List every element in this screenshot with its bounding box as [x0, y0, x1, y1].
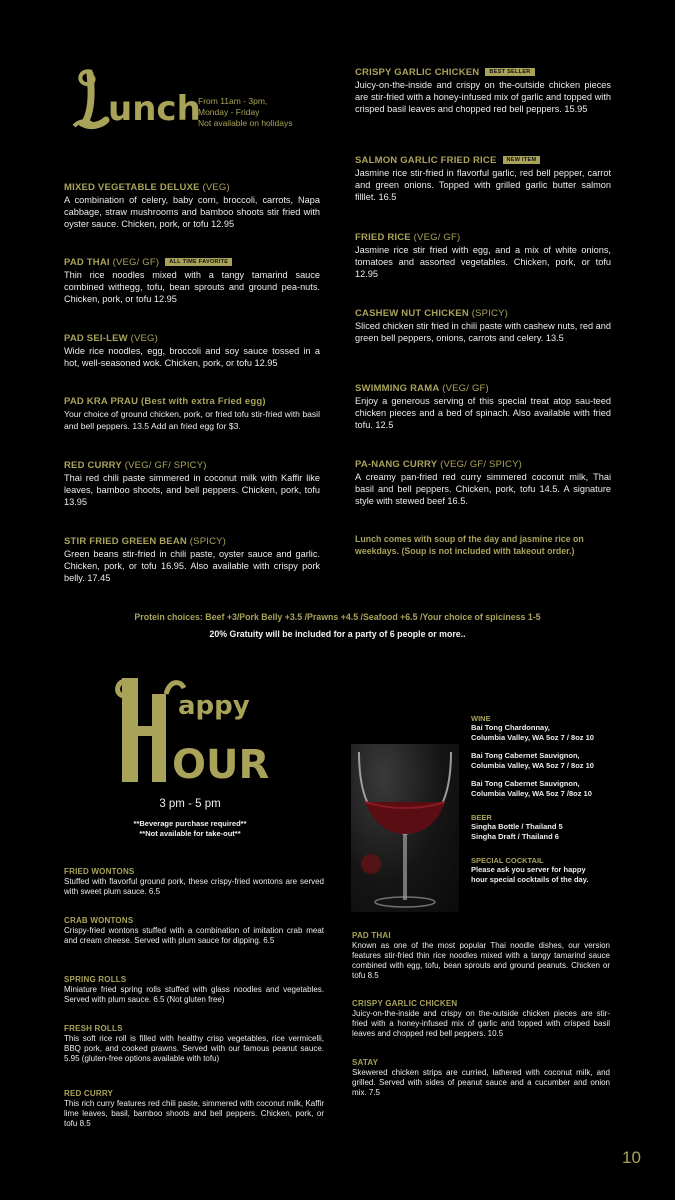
drinks-section	[471, 714, 641, 885]
beer-line: Singha Bottle / Thailand 5	[471, 822, 563, 831]
cocktail-heading: SPECIAL COCKTAIL	[471, 856, 544, 865]
item-name: CRISPY GARLIC CHICKEN	[352, 999, 458, 1008]
item-desc: Sliced chicken stir fried in chili paste with cashew nuts, red and green bell peppers, onions, carrots and celery. 13.5	[355, 321, 611, 343]
lunch-item	[355, 67, 611, 115]
lunch-hours	[198, 96, 293, 129]
item-desc: Jasmine rice stir fried with egg, and a mix of white onions, tomatoes and assorted vegetables. Chicken, pork, or tofu 12.95	[355, 245, 611, 279]
lunch-item	[64, 396, 320, 432]
item-name	[355, 155, 611, 166]
lunch-item	[355, 308, 611, 344]
item-desc: This rich curry features red chili paste, simmered with coconut milk, Kaffir lime leaves, basil, bamboo shoots and bell peppers. Chicken, pork, or tofu 8.5	[64, 1099, 324, 1128]
item-tag: (VEG/ GF/ SPICY)	[437, 459, 522, 470]
lunch-item	[64, 182, 320, 230]
item-desc: Stuffed with flavorful ground pork, these crispy-fried wontons are served with sweet plum sauce. 6.5	[64, 877, 324, 896]
item-name-text: PAD SEI-LEW	[64, 333, 128, 344]
item-name-text: SALMON GARLIC FRIED RICE	[355, 155, 497, 166]
happy-hour-item	[64, 975, 324, 1005]
item-desc: Thin rice noodles mixed with a tangy tamarind sauce combined withegg, tofu, bean sprouts and ground pea-nuts. Chicken, pork, or tofu 12.95	[64, 270, 320, 304]
item-desc: Thai red chili paste simmered in coconut milk with Kaffir like leaves, bamboo shoots, and bell peppers. Chicken, pork, tofu 13.95	[64, 473, 320, 507]
item-desc: Enjoy a generous serving of this special treat atop sau-teed chicken pieces and a bed of spinach. Also available with fried tofu. 12.5	[355, 396, 611, 430]
item-name-text: PAD KRA PRAU	[64, 396, 139, 407]
lunch-item	[355, 155, 611, 203]
item-desc: Crispy-fried wontons stuffed with a combination of imitation crab meat and cream cheese. Served with plum sauce for dipping. 6.5	[64, 926, 324, 945]
happy-hour-item	[64, 1024, 324, 1064]
happy-hour-logo	[110, 664, 280, 794]
beverage-note: **Beverage purchase required**	[133, 819, 247, 828]
item-name: FRESH ROLLS	[64, 1024, 123, 1033]
item-name-text: STIR FRIED GREEN BEAN	[64, 536, 187, 547]
best-seller-badge: BEST SELLER	[485, 68, 534, 76]
item-name	[355, 383, 611, 394]
item-name: SATAY	[352, 1058, 379, 1067]
item-tag: (Best with extra Fried egg)	[138, 396, 266, 407]
item-desc: A combination of celery, baby corn, broccoli, carrots, Napa cabbage, straw mushrooms and bamboo shoots stir fried with oyster sauce. Chicken, pork, or tofu 12.95	[64, 195, 320, 229]
lunch-item	[355, 232, 611, 280]
item-name-text: PA-NANG CURRY	[355, 459, 438, 470]
item-name-text: MIXED VEGETABLE DELUXE	[64, 182, 200, 193]
item-desc: A creamy pan-fried red curry simmered coconut milk, Thai basil and bell peppers. Chicken, pork, tofu 14.5. A signature style with stewed beef 16.5.	[355, 472, 611, 506]
lunch-item	[355, 383, 611, 431]
lunch-logo-graphic	[70, 62, 201, 134]
item-tag: (VEG/ GF)	[109, 257, 160, 268]
wine-line: Columbia Valley, WA 5oz 7 / 8oz 10	[471, 761, 594, 770]
lunch-item	[64, 333, 320, 369]
item-name: CRAB WONTONS	[64, 916, 134, 925]
item-name	[64, 396, 320, 407]
happy-hour-time: 3 pm - 5 pm	[159, 798, 221, 810]
wine-line: Columbia Valley, WA 5oz 7 / 8oz 10	[471, 733, 594, 742]
lunch-logo-text: unch	[108, 89, 201, 129]
item-desc: Juicy-on-the-inside and crispy on the-outside chicken pieces are stir-fried with a honey-infused mix of garlic and topped with crisped basil leaves and chopped red bell peppers. 15.95	[355, 80, 611, 114]
page-number: 10	[622, 1148, 641, 1167]
happy-hour-item	[352, 931, 610, 981]
takeout-note: **Not available for take-out**	[139, 829, 241, 838]
item-desc: Juicy-on-the-inside and crispy on the-outside chicken pieces are stir-fried with a honey-infused mix of garlic and topped with crisped basil leaves and chopped red bell peppers. 10.5	[352, 1009, 610, 1038]
favorite-badge: ALL TIME FAVORITE	[165, 258, 232, 266]
item-desc: Green beans stir-fried in chili paste, oyster sauce and garlic. Chicken, pork, or tofu 16.95. Also available with crispy pork belly. 17.45	[64, 549, 320, 583]
beer-line: Singha Draft / Thailand 6	[471, 832, 559, 841]
lunch-hours-line: From 11am - 3pm,	[198, 96, 268, 106]
wine-line: Columbia Valley, WA 5oz 7 /8oz 10	[471, 789, 592, 798]
lunch-item	[64, 536, 320, 584]
item-name-text: FRIED RICE	[355, 232, 411, 243]
happy-hour-logo-graphic	[110, 664, 280, 794]
item-desc: Miniature fried spring rolls stuffed with glass noodles and vegetables. Served with plum sauce. 6.5 (Not gluten free)	[64, 985, 324, 1004]
item-name	[64, 460, 320, 471]
lunch-item	[355, 459, 611, 507]
lunch-hours-line: Not available on holidays	[198, 118, 293, 128]
item-name-text: RED CURRY	[64, 460, 122, 471]
wine-line: Bai Tong Cabernet Sauvignon,	[471, 779, 580, 788]
item-name: PAD THAI	[352, 931, 391, 940]
item-name-text: CASHEW NUT CHICKEN	[355, 308, 469, 319]
new-item-badge: NEW ITEM	[503, 156, 541, 164]
item-desc: Your choice of ground chicken, pork, or fried tofu stir-fried with basil and bell peppers. 13.5 Add an fried egg for $3.	[64, 409, 320, 431]
item-name	[64, 257, 320, 268]
wine-heading: WINE	[471, 714, 491, 723]
item-name	[355, 459, 611, 470]
item-tag: (VEG)	[199, 182, 230, 193]
item-name-text: PAD THAI	[64, 257, 110, 268]
wine-glass-image	[351, 744, 459, 912]
item-name: FRIED WONTONS	[64, 867, 135, 876]
cocktail-line: hour special cocktails of the day.	[471, 875, 589, 884]
lunch-note: Lunch comes with soup of the day and jasmine rice on weekdays. (Soup is not included with takeout order.)	[355, 534, 584, 556]
item-name	[355, 232, 611, 243]
hour-text: OUR	[172, 742, 270, 788]
item-desc: Wide rice noodles, egg, broccoli and soy sauce tossed in a hot, well-seasoned wok. Chicken, pork, or tofu 12.95	[64, 346, 320, 368]
happy-hour-item	[352, 999, 610, 1039]
item-tag: (VEG/ GF)	[439, 383, 489, 394]
wine-glass-icon	[351, 744, 459, 912]
wine-line: Bai Tong Cabernet Sauvignon,	[471, 751, 580, 760]
item-desc: This soft rice roll is filled with healthy crisp vegetables, rice vermicelli, BBQ pork, and cooked prawns. Served with our famous peanut sauce. 5.95 (gluten-free options available with tofu)	[64, 1034, 324, 1063]
gratuity-note: 20% Gratuity will be included for a party of 6 people or more..	[209, 629, 466, 639]
item-name-text: SWIMMING RAMA	[355, 383, 440, 394]
item-tag: (VEG/ GF)	[410, 232, 461, 243]
item-desc: Known as one of the most popular Thai noodle dishes, our version features stir-fried thin rice noodles mixed with a tangy tamarind sauce combined with egg, tofu, bean sprouts and ground peanuts. Chicken or tofu 8.5	[352, 941, 610, 980]
item-name-text: CRISPY GARLIC CHICKEN	[355, 67, 480, 78]
happy-hour-item	[64, 1089, 324, 1129]
item-name: RED CURRY	[64, 1089, 114, 1098]
cocktail-line: Please ask you server for happy	[471, 865, 586, 874]
item-name	[64, 182, 320, 193]
item-name	[64, 536, 320, 547]
lunch-logo	[70, 62, 201, 134]
item-name: SPRING ROLLS	[64, 975, 127, 984]
lunch-hours-line: Monday - Friday	[198, 107, 260, 117]
item-name	[64, 333, 320, 344]
item-name	[355, 67, 611, 78]
item-desc: Skewered chicken strips are curried, lathered with coconut milk, and grilled. Served with sides of peanut sauce and a cucumber and onion mix. 7.5	[352, 1068, 610, 1097]
wine-line: Bai Tong Chardonnay,	[471, 723, 550, 732]
item-desc: Jasmine rice stir-fried in flavorful garlic, red bell pepper, carrot and green onions. Topped with grilled garlic butter salmon filllet. 16.5	[355, 168, 611, 202]
lunch-item	[64, 257, 320, 305]
item-tag: (SPICY)	[186, 536, 227, 547]
happy-hour-notes	[110, 819, 270, 839]
item-tag: (SPICY)	[468, 308, 508, 319]
item-tag: (VEG)	[127, 333, 159, 344]
protein-choices: Protein choices: Beef +3/Pork Belly +3.5 /Prawns +4.5 /Seafood +6.5 /Your choice of spiciness 1-5	[134, 612, 541, 622]
happy-hour-item	[352, 1058, 610, 1098]
lunch-item	[64, 460, 320, 508]
happy-hour-item	[64, 867, 324, 897]
item-name	[355, 308, 611, 319]
happy-text: appy	[178, 691, 250, 721]
happy-hour-item	[64, 916, 324, 946]
beer-heading: BEER	[471, 813, 492, 822]
item-tag: (VEG/ GF/ SPICY)	[121, 460, 207, 471]
